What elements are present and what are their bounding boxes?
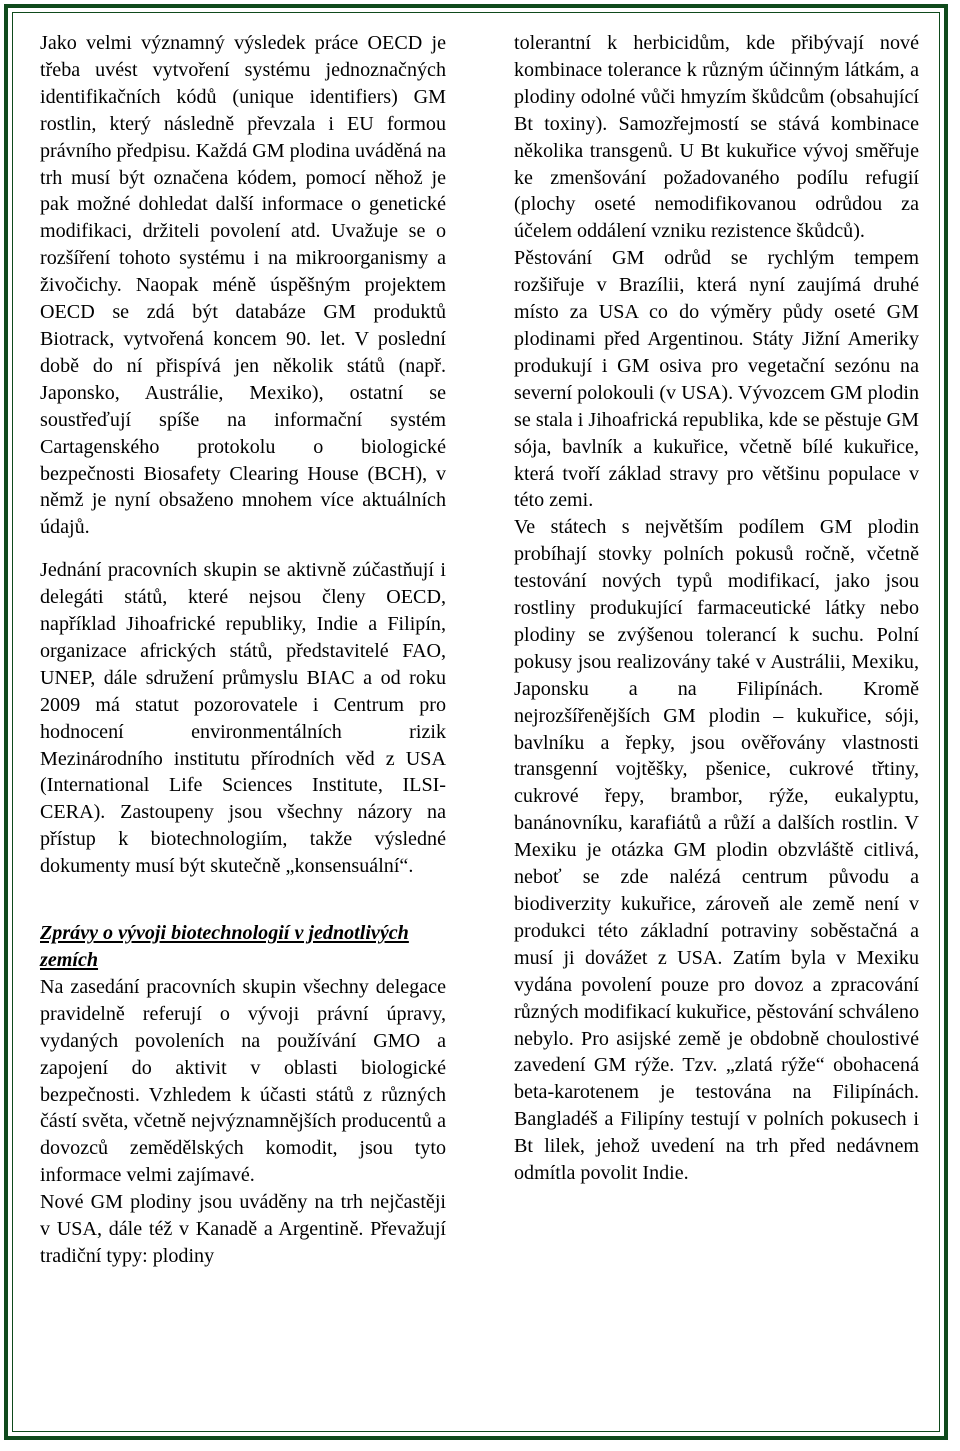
paragraph-working-groups: Jednání pracovních skupin se aktivně zúčastňují i delegáti států, které nejsou členy OECD, například Jihoafrické republiky, Indie a Filipín, organizace afrických států, představitelé FAO, UNEP, dále sdružení průmyslu BIAC a od roku 2009 má statut pozorovatele i Centrum pro hodnocení environmentálních rizik Mezinárodního institutu přírodních věd z USA (International Life Sciences Institute, ILSI-CERA). Zastoupeny jsou všechny názory na přístup k biotechnologiím, takže výsledné dokumenty musí být skutečně „konsensuální“. bbox=[40, 559, 446, 878]
paragraph-new-gm-crops: Nové GM plodiny jsou uváděny na trh nejčastěji v USA, dále též v Kanadě a Argentině. Převažují tradiční typy: plodiny bbox=[40, 1191, 446, 1267]
paragraph-oecd-identifiers: Jako velmi významný výsledek práce OECD je třeba uvést vytvoření systému jednoznačných identifikačních kódů (unique identifiers) GM rostlin, který následně převzala i EU formou právního předpisu. Každá GM plodina uváděná na trh musí být označena kódem, pomocí něhož je pak možné dohledat další informace o genetické modifikaci, držiteli povolení atd. Uvažuje se o rozšíření tohoto systému i na mikroorganismy a živočichy. Naopak méně úspěšným projektem OECD se zdá být databáze GM produktů Biotrack, vytvořená koncem 90. let. V poslední době do ní přispívá jen několik států (např. Japonsko, Austrálie, Mexiko), ostatní se soustřeďují spíše na informační systém Cartagenského protokolu o biologické bezpečnosti Biosafety Clearing House (BCH), v němž je nyní obsaženo mnohem více aktuálních údajů. bbox=[40, 32, 446, 539]
right-column bbox=[514, 30, 919, 1187]
paragraph-field-trials: Ve státech s největším podílem GM plodin probíhají stovky polních pokusů ročně, včetně testování nových typů modifikací, jako jsou rostliny produkující farmaceutické látky nebo plodiny se zvýšenou tolerancí k suchu. Polní pokusy jsou realizovány také v Austrálii, Mexiku, Japonsku a na Filipínách. Kromě nejrozšířenějších GM plodin – kukuřice, sóji, bavlníku a řepky, jsou ověřovány vlastnosti transgenní vojtěšky, pšenice, cukrové třtiny, cukrové řepy, brambor, rýže, eukalyptu, banánovníku, karafiátů a růží a dalších rostlin. V Mexiku je otázka GM plodin obzvláště citlivá, neboť se zde nalézá centrum původu a biodiverzity kukuřice, zároveň ale země není v produkci této základní potraviny soběstačná a musí ji dovážet z USA. Zatím byla v Mexiku vydána povolení pouze pro dovoz a zpracování různých modifikací kukuřice, pěstování schváleno nebylo. Pro asijské země je obdobně choulostivé zavedení GM rýže. Tzv. „zlatá rýže“ obohacená beta-karotenem je testována na Filipínách. Bangladéš a Filipíny testují v polních pokusech i Bt lilek, jehož uvedení na trh před nedávnem odmítla povolit Indie. bbox=[514, 516, 919, 1185]
section-heading: Zprávy o vývoji biotechnologií v jednotlivých zemích bbox=[40, 922, 409, 971]
paragraph-delegations: Na zasedání pracovních skupin všechny delegace pravidelně referují o vývoji právní úpravy, vydaných povoleních na používání GMO a zapojení do aktivit v oblasti biologické bezpečnosti. Vzhledem k účasti států z různých částí světa, včetně nejvýznamnějších producentů a dovozců zemědělských komodit, jsou tyto informace velmi zajímavé. bbox=[40, 975, 446, 1187]
left-column bbox=[40, 30, 446, 1270]
paragraph-brazil: Pěstování GM odrůd se rychlým tempem rozšiřuje v Brazílii, která nyní zaujímá druhé místo za USA co do výměry půdy oseté GM plodinami před Argentinou. Státy Jižní Ameriky produkují i GM osiva pro vegetační sezónu na severní polokouli (v USA). Vývozcem GM plodin se stala i Jihoafrická republika, kde se pěstuje GM sója, bavlník a kukuřice, včetně bílé kukuřice, která tvoří základ stravy pro většinu populace v této zemi. bbox=[514, 247, 919, 512]
paragraph-herbicide-tolerance: tolerantní k herbicidům, kde přibývají nové kombinace tolerance k různým účinným látkám, a plodiny odolné vůči hmyzím škůdcům (obsahující Bt toxiny). Samozřejmostí se stává kombinace několika transgenů. U Bt kukuřice vývoj směřuje ke zmenšování požadovaného podílu refugií (plochy oseté nemodifikovanou odrůdou za účelem oddálení vzniku rezistence škůdců). bbox=[514, 32, 919, 243]
